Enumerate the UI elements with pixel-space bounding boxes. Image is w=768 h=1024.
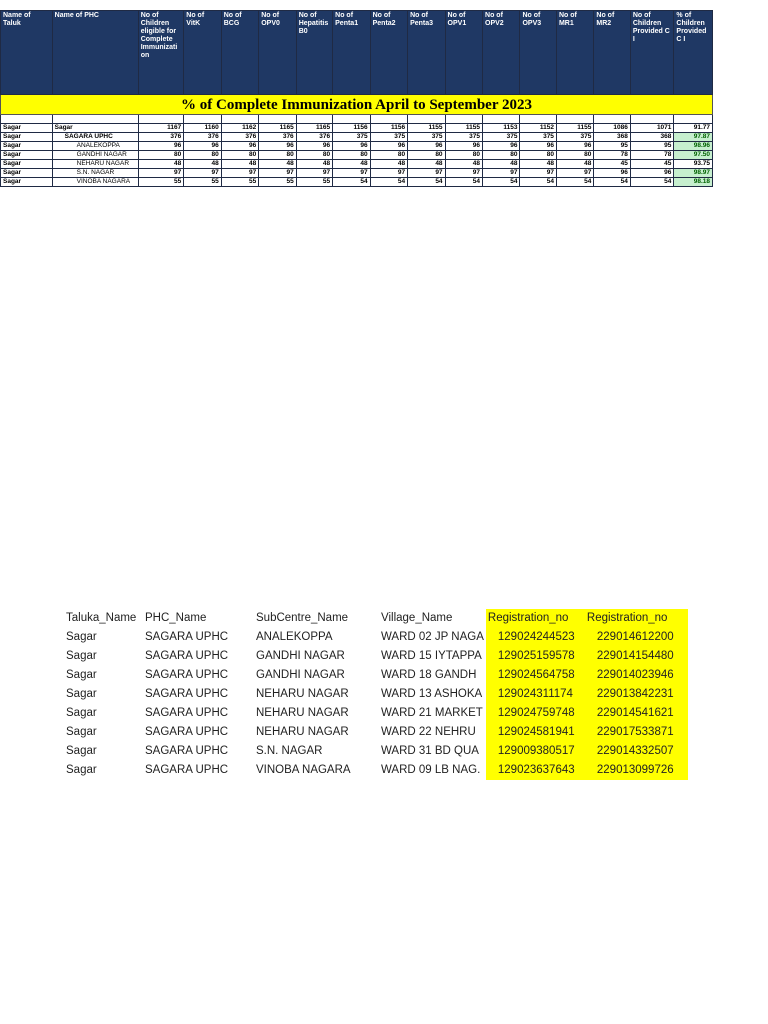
count-cell: 80	[259, 151, 296, 160]
registration-header	[64, 609, 688, 628]
registration-cell: SAGARA UPHC	[145, 688, 229, 700]
count-cell: 80	[296, 151, 332, 160]
registration-body	[64, 628, 688, 780]
count-cell: 54	[370, 178, 407, 187]
empty-cell	[333, 115, 370, 124]
registration-number-cell: 129024581941	[486, 723, 585, 742]
empty-cell	[520, 115, 556, 124]
phc-cell: S.N. NAGAR	[52, 169, 138, 178]
count-cell: 48	[483, 160, 520, 169]
registration-cell: VINOBA NAGARA	[256, 764, 351, 776]
count-cell: 48	[556, 160, 593, 169]
count-cell: 97	[483, 169, 520, 178]
report-column-header: No of MR1	[556, 11, 593, 95]
registration-number-cell: 129023637643	[486, 761, 585, 780]
registration-number-cell: 229017533871	[585, 723, 688, 742]
percent-cell: 93.75	[674, 160, 713, 169]
empty-cell	[594, 115, 630, 124]
count-cell: 97	[333, 169, 370, 178]
registration-cell: NEHARU NAGAR	[256, 707, 349, 719]
registration-row	[64, 704, 688, 723]
count-cell: 97	[445, 169, 482, 178]
count-cell: 48	[296, 160, 332, 169]
report-column-header: No of Penta2	[370, 11, 407, 95]
registration-cell: WARD 22 NEHRU	[381, 726, 476, 738]
count-cell: 96	[408, 142, 445, 151]
count-cell: 375	[333, 133, 370, 142]
empty-cell	[259, 115, 296, 124]
registration-header-row	[64, 609, 688, 628]
registration-cell: Sagar	[66, 707, 97, 719]
count-cell: 78	[630, 151, 674, 160]
percent-cell: 97.50	[674, 151, 713, 160]
registration-row	[64, 723, 688, 742]
report-row	[1, 124, 713, 133]
count-cell: 55	[221, 178, 258, 187]
count-cell: 376	[221, 133, 258, 142]
count-cell: 48	[221, 160, 258, 169]
count-cell: 96	[138, 142, 184, 151]
count-cell: 80	[333, 151, 370, 160]
report-spacer-row	[1, 115, 713, 124]
registration-row	[64, 761, 688, 780]
registration-cell: WARD 31 BD QUA	[381, 745, 479, 757]
registration-cell: SAGARA UPHC	[145, 669, 229, 681]
count-cell: 48	[445, 160, 482, 169]
count-cell: 55	[296, 178, 332, 187]
count-cell: 54	[556, 178, 593, 187]
phc-cell: Sagar	[52, 124, 138, 133]
empty-cell	[138, 115, 184, 124]
registration-number-cell: 129024311174	[486, 685, 585, 704]
empty-cell	[52, 115, 138, 124]
count-cell: 80	[221, 151, 258, 160]
count-cell: 96	[594, 169, 630, 178]
count-cell: 97	[556, 169, 593, 178]
report-column-header: No of VitK	[184, 11, 221, 95]
registration-cell: SAGARA UPHC	[145, 745, 229, 757]
count-cell: 54	[630, 178, 674, 187]
count-cell: 1167	[138, 124, 184, 133]
registration-number-cell: 229013842231	[585, 685, 688, 704]
report-title: % of Complete Immunization April to September 2023	[1, 95, 713, 115]
empty-cell	[483, 115, 520, 124]
count-cell: 48	[184, 160, 221, 169]
registration-cell: S.N. NAGAR	[256, 745, 323, 757]
count-cell: 54	[483, 178, 520, 187]
empty-cell	[556, 115, 593, 124]
registration-row	[64, 742, 688, 761]
empty-cell	[630, 115, 674, 124]
registration-cell: WARD 18 GANDH	[381, 669, 477, 681]
phc-cell: SAGARA UPHC	[52, 133, 138, 142]
registration-cell: Sagar	[66, 745, 97, 757]
count-cell: 96	[370, 142, 407, 151]
report-row	[1, 178, 713, 187]
count-cell: 1156	[333, 124, 370, 133]
report-column-header: No of Children Provided C I	[630, 11, 674, 95]
count-cell: 1160	[184, 124, 221, 133]
registration-column-header: Registration_no	[486, 609, 585, 628]
registration-row	[64, 685, 688, 704]
report-column-header: No of OPV0	[259, 11, 296, 95]
taluk-cell: Sagar	[1, 151, 53, 160]
phc-cell: VINOBA NAGARA	[52, 178, 138, 187]
report-column-header: No of MR2	[594, 11, 630, 95]
taluk-cell: Sagar	[1, 124, 53, 133]
registration-cell: GANDHI NAGAR	[256, 650, 345, 662]
count-cell: 375	[445, 133, 482, 142]
empty-cell	[296, 115, 332, 124]
count-cell: 97	[296, 169, 332, 178]
count-cell: 54	[594, 178, 630, 187]
count-cell: 48	[370, 160, 407, 169]
registration-cell: SAGARA UPHC	[145, 631, 229, 643]
count-cell: 1155	[408, 124, 445, 133]
count-cell: 95	[630, 142, 674, 151]
count-cell: 96	[445, 142, 482, 151]
registration-row	[64, 628, 688, 647]
count-cell: 97	[184, 169, 221, 178]
report-row	[1, 142, 713, 151]
taluk-cell: Sagar	[1, 178, 53, 187]
count-cell: 55	[259, 178, 296, 187]
count-cell: 375	[556, 133, 593, 142]
report-column-header: No of OPV1	[445, 11, 482, 95]
count-cell: 96	[333, 142, 370, 151]
count-cell: 80	[370, 151, 407, 160]
registration-cell: WARD 02 JP NAGA	[381, 631, 484, 643]
taluk-cell: Sagar	[1, 133, 53, 142]
registration-cell: Sagar	[66, 669, 97, 681]
empty-cell	[184, 115, 221, 124]
count-cell: 1155	[556, 124, 593, 133]
count-cell: 1156	[370, 124, 407, 133]
count-cell: 1165	[296, 124, 332, 133]
report-column-header: No of Children eligible for Complete Immunizati on	[138, 11, 184, 95]
report-column-header: No of Penta3	[408, 11, 445, 95]
count-cell: 376	[259, 133, 296, 142]
registration-column-header: SubCentre_Name	[256, 612, 349, 624]
count-cell: 96	[296, 142, 332, 151]
count-cell: 97	[408, 169, 445, 178]
count-cell: 376	[138, 133, 184, 142]
count-cell: 54	[408, 178, 445, 187]
count-cell: 54	[333, 178, 370, 187]
count-cell: 375	[408, 133, 445, 142]
count-cell: 80	[408, 151, 445, 160]
count-cell: 80	[184, 151, 221, 160]
count-cell: 1165	[259, 124, 296, 133]
report-row	[1, 133, 713, 142]
report-column-header: Name of PHC	[52, 11, 138, 95]
registration-cell: SAGARA UPHC	[145, 707, 229, 719]
count-cell: 368	[630, 133, 674, 142]
count-cell: 375	[370, 133, 407, 142]
count-cell: 45	[594, 160, 630, 169]
count-cell: 1153	[483, 124, 520, 133]
registration-cell: NEHARU NAGAR	[256, 688, 349, 700]
count-cell: 96	[221, 142, 258, 151]
count-cell: 78	[594, 151, 630, 160]
count-cell: 376	[296, 133, 332, 142]
empty-cell	[445, 115, 482, 124]
count-cell: 376	[184, 133, 221, 142]
phc-cell: NEHARU NAGAR	[52, 160, 138, 169]
count-cell: 95	[594, 142, 630, 151]
registration-number-cell: 129024759748	[486, 704, 585, 723]
report-column-header: No of Penta1	[333, 11, 370, 95]
taluk-cell: Sagar	[1, 142, 53, 151]
registration-cell: Sagar	[66, 650, 97, 662]
registration-cell: ANALEKOPPA	[256, 631, 333, 643]
report-column-header: No of OPV3	[520, 11, 556, 95]
registration-number-cell: 229014023946	[585, 666, 688, 685]
registration-number-cell: 229014541621	[585, 704, 688, 723]
registration-cell: SAGARA UPHC	[145, 650, 229, 662]
count-cell: 97	[138, 169, 184, 178]
registration-column-header: PHC_Name	[145, 612, 207, 624]
count-cell: 1071	[630, 124, 674, 133]
report-column-header: % of Children Provided C I	[674, 11, 713, 95]
count-cell: 97	[221, 169, 258, 178]
report-header	[1, 11, 713, 95]
registration-number-cell: 229014612200	[585, 628, 688, 647]
count-cell: 55	[184, 178, 221, 187]
registration-number-cell: 129024244523	[486, 628, 585, 647]
count-cell: 96	[184, 142, 221, 151]
report-column-header: No of Hepatitis B0	[296, 11, 332, 95]
registration-number-cell: 229014154480	[585, 647, 688, 666]
count-cell: 375	[520, 133, 556, 142]
registration-column-header: Village_Name	[381, 612, 453, 624]
empty-cell	[674, 115, 713, 124]
registration-row	[64, 647, 688, 666]
count-cell: 48	[408, 160, 445, 169]
count-cell: 97	[259, 169, 296, 178]
percent-cell: 97.87	[674, 133, 713, 142]
immunization-report-table	[0, 10, 713, 187]
registration-row	[64, 666, 688, 685]
registration-cell: GANDHI NAGAR	[256, 669, 345, 681]
registration-cell: WARD 15 IYTAPPA	[381, 650, 482, 662]
registration-cell: WARD 13 ASHOKA	[381, 688, 483, 700]
report-header-row	[1, 11, 713, 95]
registration-number-cell: 129025159578	[486, 647, 585, 666]
registration-cell: Sagar	[66, 631, 97, 643]
empty-cell	[1, 115, 53, 124]
count-cell: 45	[630, 160, 674, 169]
report-column-header: No of OPV2	[483, 11, 520, 95]
empty-cell	[408, 115, 445, 124]
report-column-header: Name of Taluk	[1, 11, 53, 95]
registration-cell: SAGARA UPHC	[145, 726, 229, 738]
count-cell: 96	[556, 142, 593, 151]
count-cell: 96	[630, 169, 674, 178]
registration-cell: Sagar	[66, 688, 97, 700]
registration-table	[64, 609, 688, 780]
taluk-cell: Sagar	[1, 160, 53, 169]
registration-cell: WARD 21 MARKET	[381, 707, 483, 719]
registration-column-header: Registration_no	[585, 609, 688, 628]
taluk-cell: Sagar	[1, 169, 53, 178]
registration-number-cell: 229013099726	[585, 761, 688, 780]
percent-cell: 98.97	[674, 169, 713, 178]
count-cell: 48	[520, 160, 556, 169]
registration-cell: SAGARA UPHC	[145, 764, 229, 776]
report-title-row-group	[1, 95, 713, 115]
registration-number-cell: 129024564758	[486, 666, 585, 685]
phc-cell: ANALEKOPPA	[52, 142, 138, 151]
count-cell: 1162	[221, 124, 258, 133]
count-cell: 48	[138, 160, 184, 169]
count-cell: 80	[520, 151, 556, 160]
count-cell: 368	[594, 133, 630, 142]
registration-column-header: Taluka_Name	[66, 612, 137, 624]
report-row	[1, 151, 713, 160]
report-body	[1, 115, 713, 187]
report-column-header: No of BCG	[221, 11, 258, 95]
empty-cell	[221, 115, 258, 124]
percent-cell: 98.18	[674, 178, 713, 187]
count-cell: 54	[445, 178, 482, 187]
registration-cell: Sagar	[66, 764, 97, 776]
registration-cell: WARD 09 LB NAG.	[381, 764, 481, 776]
count-cell: 1152	[520, 124, 556, 133]
report-row	[1, 169, 713, 178]
count-cell: 80	[483, 151, 520, 160]
percent-cell: 91.77	[674, 124, 713, 133]
count-cell: 96	[483, 142, 520, 151]
count-cell: 96	[520, 142, 556, 151]
count-cell: 48	[333, 160, 370, 169]
registration-number-cell: 229014332507	[585, 742, 688, 761]
count-cell: 97	[370, 169, 407, 178]
count-cell: 1086	[594, 124, 630, 133]
registration-number-cell: 129009380517	[486, 742, 585, 761]
empty-cell	[370, 115, 407, 124]
phc-cell: GANDHI NAGAR	[52, 151, 138, 160]
count-cell: 375	[483, 133, 520, 142]
count-cell: 55	[138, 178, 184, 187]
count-cell: 97	[520, 169, 556, 178]
registration-cell: NEHARU NAGAR	[256, 726, 349, 738]
count-cell: 54	[520, 178, 556, 187]
registration-cell: Sagar	[66, 726, 97, 738]
count-cell: 1155	[445, 124, 482, 133]
count-cell: 80	[445, 151, 482, 160]
count-cell: 80	[138, 151, 184, 160]
count-cell: 48	[259, 160, 296, 169]
count-cell: 96	[259, 142, 296, 151]
percent-cell: 98.96	[674, 142, 713, 151]
report-row	[1, 160, 713, 169]
count-cell: 80	[556, 151, 593, 160]
